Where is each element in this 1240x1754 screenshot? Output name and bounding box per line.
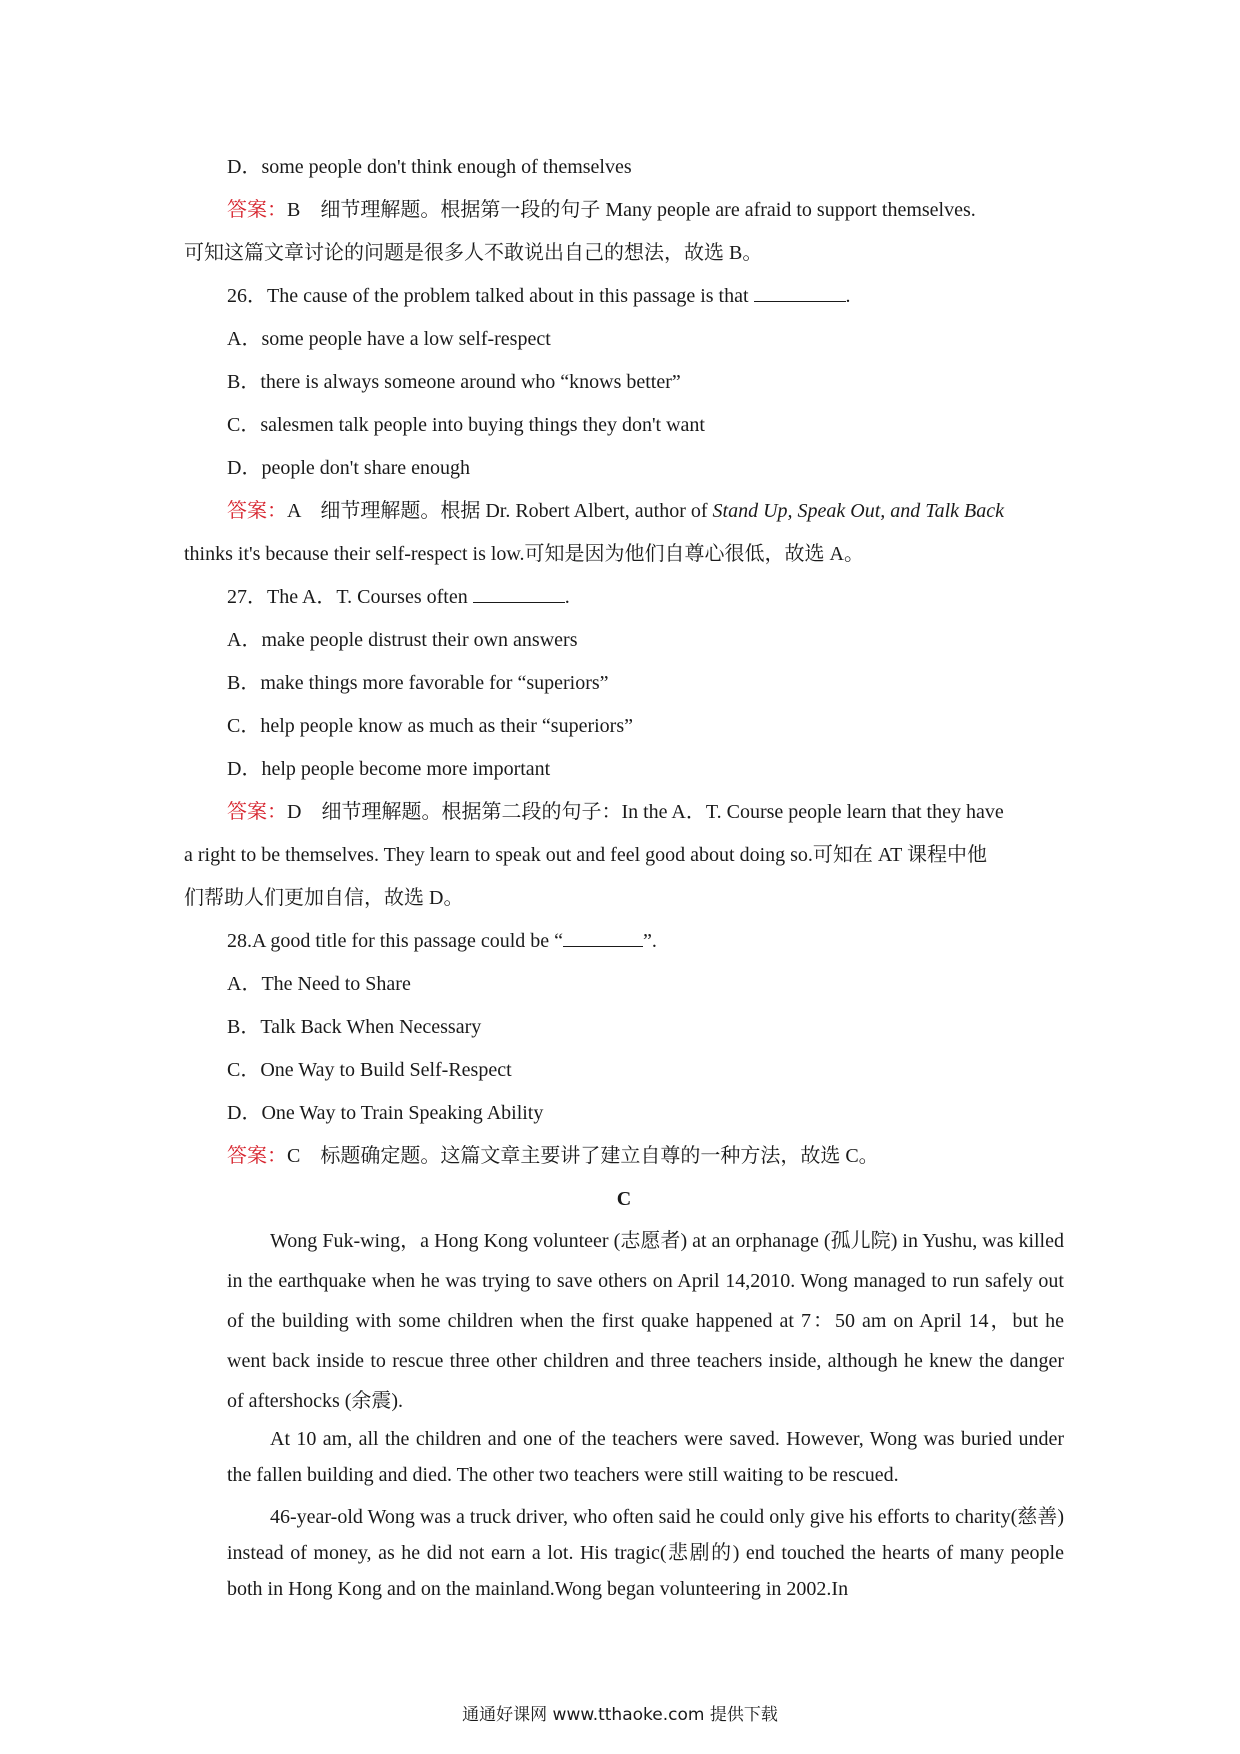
answer-blank — [754, 285, 846, 302]
question-27-stem — [184, 576, 1064, 619]
q26-option-c: C．salesmen talk people into buying things they don't want — [227, 414, 705, 436]
answer-27-cont-2: 们帮助人们更加自信，故选 D。 — [184, 887, 464, 909]
answer-text-cont: 可知这篇文章讨论的问题是很多人不敢说出自己的想法，故选 B。 — [184, 242, 763, 264]
q28-option-a: A．The Need to Share — [227, 973, 411, 995]
passage-paragraph: At 10 am, all the children and one of the teachers were saved. However, Wong was buried under the fallen building and died. The other two teachers were still waiting to be rescued. — [227, 1428, 1064, 1486]
q28-option-b: B．Talk Back When Necessary — [227, 1016, 482, 1038]
stem-end: . — [564, 586, 570, 608]
passage-paragraph: 46-year-old Wong was a truck driver, who often said he could only give his efforts to charity(慈善) instead of money, as he did not earn a lot. His tragic(悲剧的) end touched the hearts of many people both in Hong Kong and on the mainland.Wong began volunteering in 2002.In — [227, 1506, 1064, 1600]
page-content — [184, 146, 1064, 1607]
book-title: Stand Up, Speak Out, and Talk Back — [712, 500, 1004, 522]
q27-option-b: B．make things more favorable for “superiors” — [227, 672, 609, 694]
q27-option-c: C．help people know as much as their “superiors” — [227, 715, 634, 737]
q28-option-c: C．One Way to Build Self-Respect — [227, 1059, 512, 1081]
answer-27-cont: a right to be themselves. They learn to speak out and feel good about doing so.可知在 AT 课程中他 — [184, 844, 988, 866]
q26-option-b: B．there is always someone around who “knows better” — [227, 371, 681, 393]
stem-text: 28.A good title for this passage could be “ — [227, 930, 564, 952]
answer-label: 答案： — [227, 500, 287, 522]
answer-label: 答案： — [227, 801, 287, 823]
stem-text: 27．The A．T. Courses often — [227, 586, 468, 608]
page-footer: 通通好课网 www.tthaoke.com 提供下载 — [462, 1705, 778, 1725]
answer-25 — [184, 189, 1064, 232]
answer-text: A 细节理解题。根据 Dr. Robert Albert, author of — [287, 500, 713, 522]
answer-text: D 细节理解题。根据第二段的句子：In the A．T. Course people learn that they have — [287, 801, 1004, 823]
question-28-stem — [184, 920, 1064, 963]
question-26-stem — [184, 275, 1064, 318]
answer-label: 答案： — [227, 1145, 287, 1167]
q26-option-a: A．some people have a low self-respect — [227, 328, 551, 350]
answer-label: 答案： — [227, 199, 287, 221]
answer-text: C 标题确定题。这篇文章主要讲了建立自尊的一种方法，故选 C。 — [287, 1145, 879, 1167]
stem-end: ”. — [643, 930, 657, 952]
q26-option-d: D．people don't share enough — [227, 457, 470, 479]
q27-option-a: A．make people distrust their own answers — [227, 629, 578, 651]
answer-28 — [184, 1135, 1064, 1178]
stem-text: 26．The cause of the problem talked about in this passage is that — [227, 285, 749, 307]
stem-end: . — [845, 285, 851, 307]
q28-option-d: D．One Way to Train Speaking Ability — [227, 1102, 544, 1124]
passage-paragraph: Wong Fuk-wing，a Hong Kong volunteer (志愿者) at an orphanage (孤儿院) in Yushu, was killed in the earthquake when he was trying to save others on April 14,2010. Wong managed to run safely out of the building with some children when the first quake happened at 7：50 am on April 14，but he went back inside to rescue three other children and three teachers inside, although he knew the danger of aftershocks (余震). — [227, 1230, 1064, 1412]
answer-27 — [184, 791, 1064, 834]
answer-26 — [184, 490, 1064, 533]
answer-text: B 细节理解题。根据第一段的句子 Many people are afraid to support themselves. — [287, 199, 976, 221]
answer-blank — [563, 930, 643, 947]
q27-option-d: D．help people become more important — [227, 758, 551, 780]
answer-26-cont: thinks it's because their self-respect is low.可知是因为他们自尊心很低，故选 A。 — [184, 543, 864, 565]
answer-blank — [473, 586, 565, 603]
option-d: D．some people don't think enough of themselves — [227, 156, 632, 178]
section-title: C — [616, 1188, 632, 1210]
